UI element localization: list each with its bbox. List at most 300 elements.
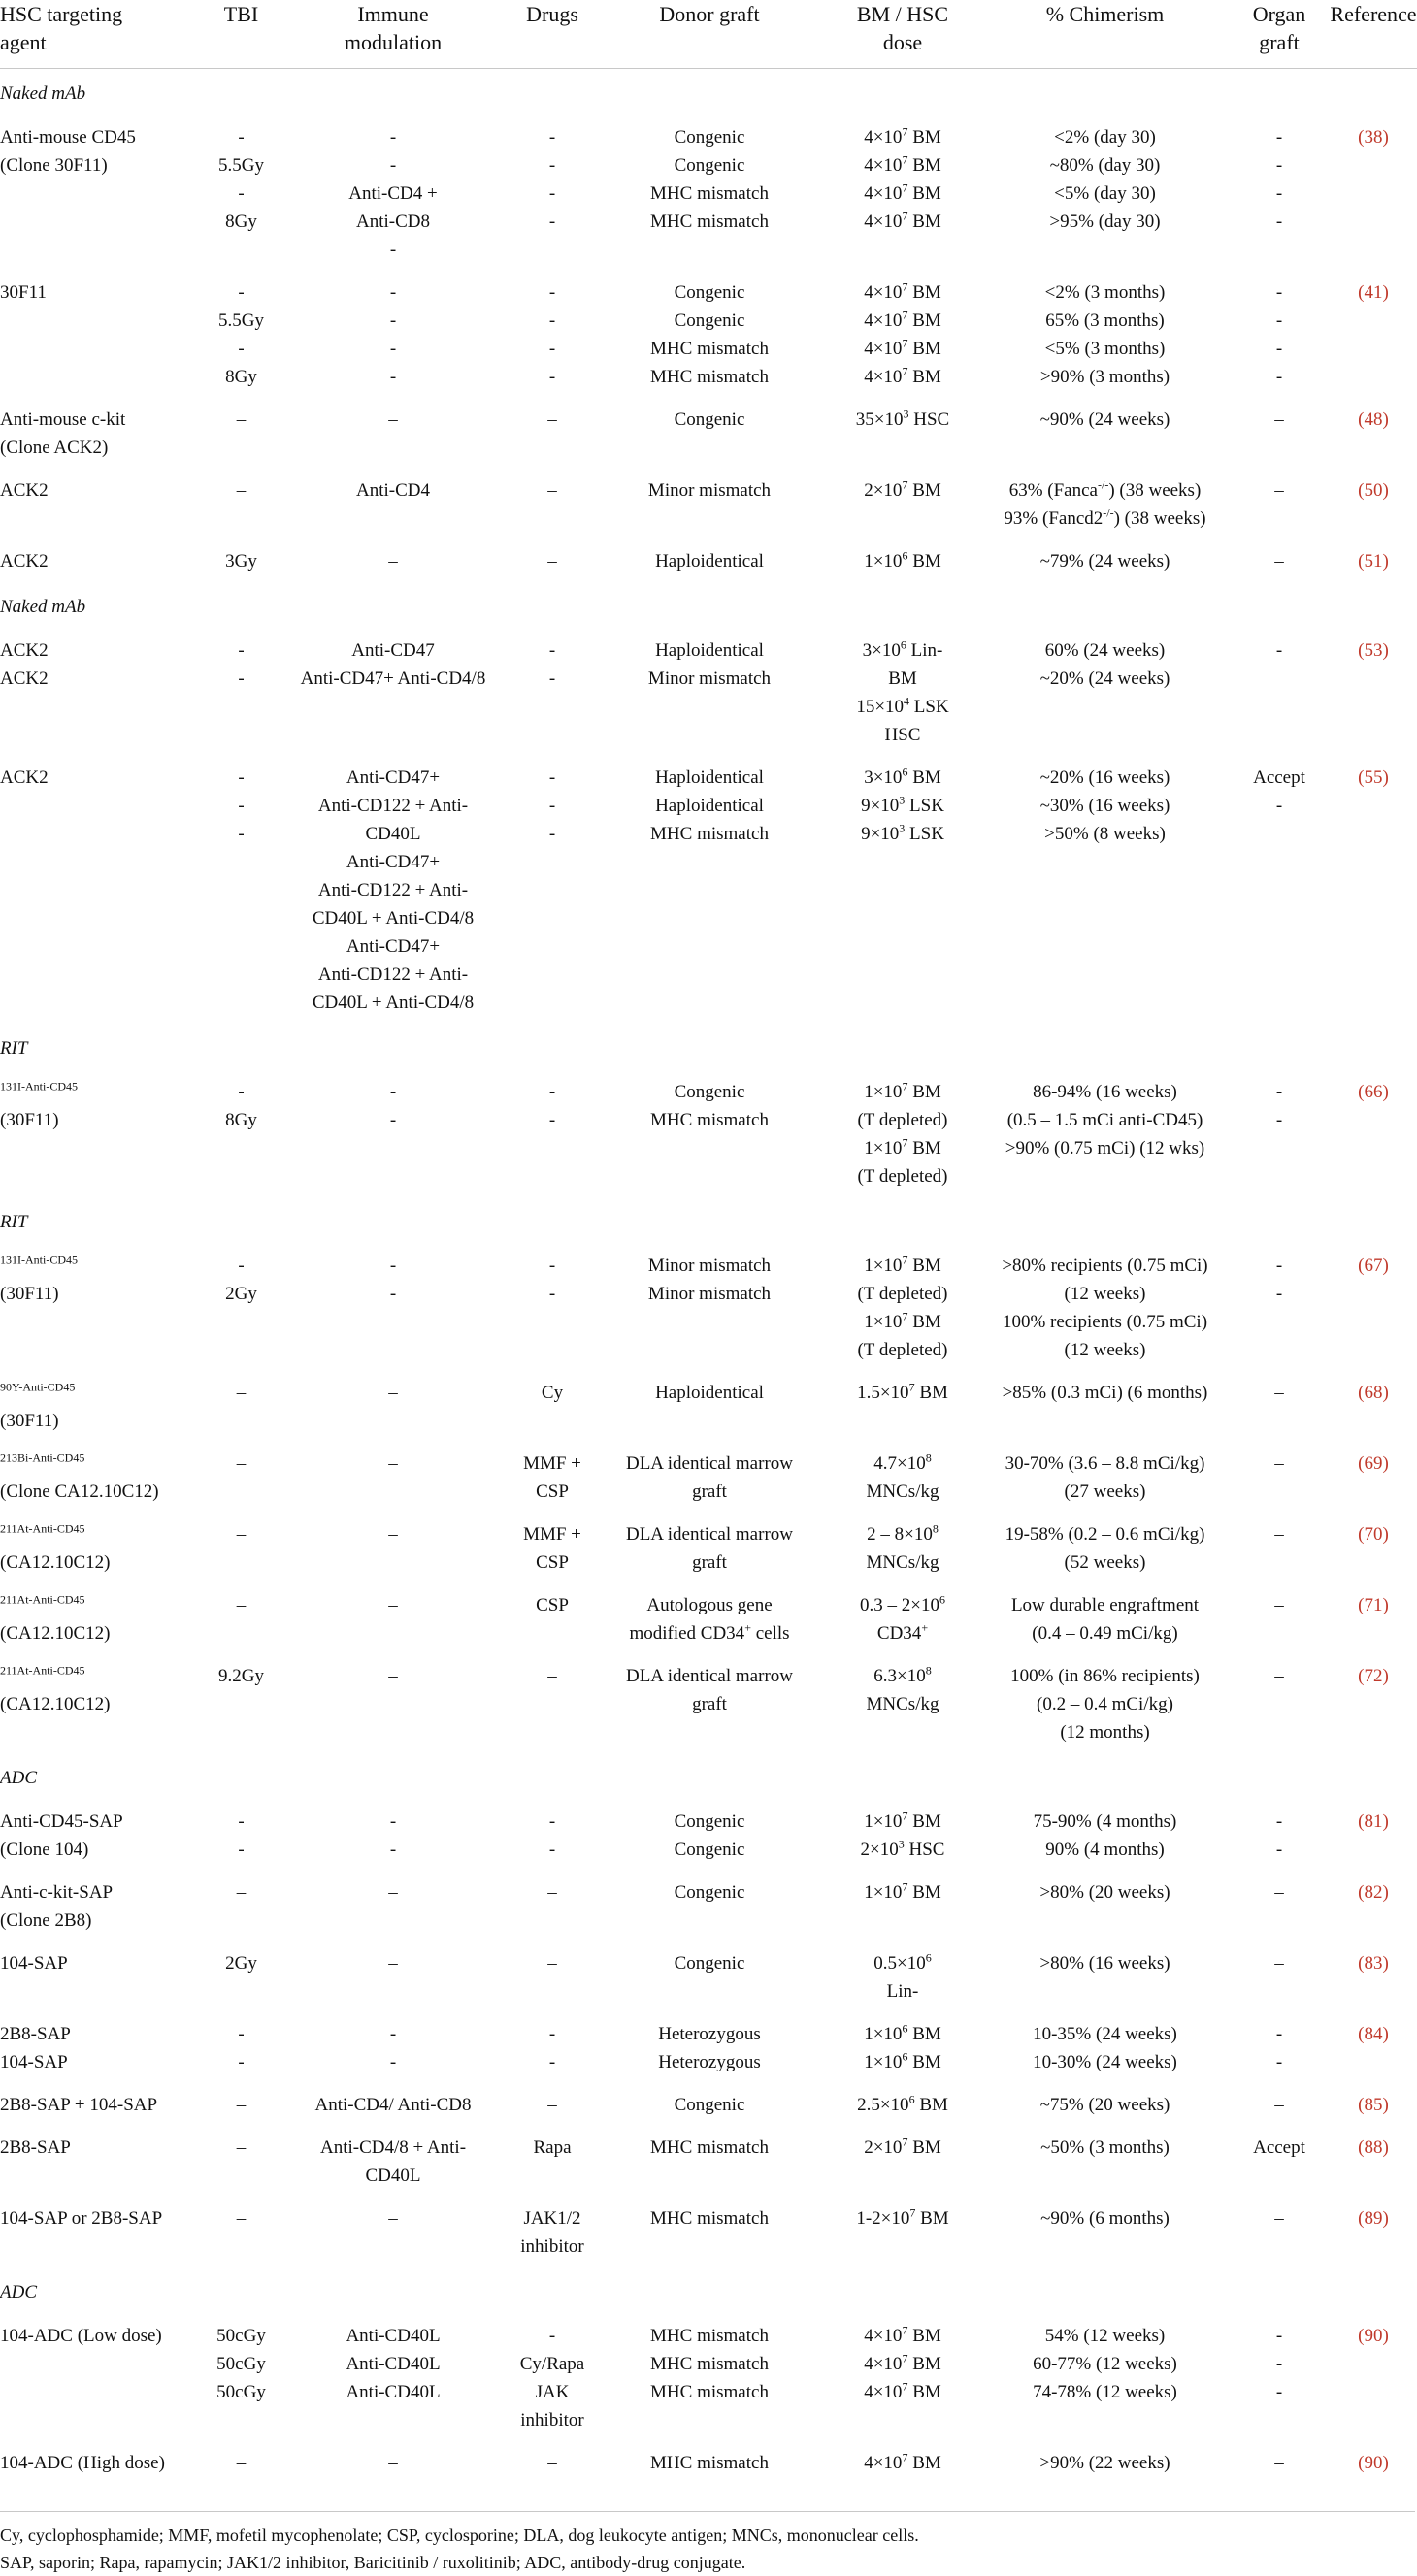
table-row	[0, 629, 1417, 756]
cell-line: Congenic	[674, 1840, 745, 1860]
cell-line: $9\times 10^3$ LSK	[861, 821, 944, 844]
cell-line: <5% (day 30)	[1054, 183, 1156, 204]
cell-line: ~80% (day 30)	[1049, 155, 1161, 176]
table-row	[0, 1513, 1417, 1583]
cell-line: -	[548, 796, 556, 816]
cell-line: -	[548, 640, 556, 661]
cell-agent	[0, 539, 206, 582]
cell-line: Congenic	[674, 1953, 745, 1973]
cell-line: Anti-CD40L	[346, 2326, 441, 2346]
cell-line: inhibitor	[520, 2236, 584, 2257]
cell-line: -	[238, 824, 245, 844]
cell-line: -	[389, 2052, 397, 2072]
cell-line: -	[548, 1255, 556, 1276]
cell-tbi	[206, 1941, 277, 2012]
cell-line: MHC mismatch	[650, 2354, 769, 2374]
cell-immune	[277, 1800, 510, 1871]
cell-line: ~30% (16 weeks)	[1039, 796, 1170, 816]
cell-line: -	[548, 767, 556, 788]
cell-immune	[277, 1513, 510, 1583]
cell-line: $1\times 10^6$ BM	[864, 2021, 941, 2044]
cell-immune	[277, 115, 510, 271]
cell-line: -	[238, 2052, 245, 2072]
cell-agent	[0, 469, 206, 539]
cell-dose	[824, 1244, 981, 1371]
cell-line: Anti-CD4/8 + Anti-	[319, 2137, 467, 2158]
cell-line: (51)	[1358, 551, 1389, 571]
cell-line: -	[1275, 127, 1283, 147]
cell-line: –	[236, 2137, 247, 2158]
cell-line: >80% recipients (0.75 mCi)	[1002, 1255, 1208, 1276]
cell-line: $1\times 10^7$ BM	[864, 1309, 941, 1332]
header-cell-dose: BM / HSC dose	[824, 0, 981, 69]
cell-line: $4\times 10^7$ BM	[864, 308, 941, 331]
cell-line: $2.5\times 10^6$ BM	[857, 2092, 948, 2115]
cell-chimerism	[981, 1654, 1229, 1753]
table-row	[0, 271, 1417, 398]
cell-drugs	[510, 1583, 595, 1654]
section-label: RIT	[0, 1038, 28, 1059]
cell-line: Haploidentical	[655, 640, 764, 661]
header-cell-organ: Organ graft	[1229, 0, 1330, 69]
cell-line: DLA identical marrow	[625, 1666, 793, 1686]
cell-agent	[0, 2126, 206, 2197]
cell-immune	[277, 539, 510, 582]
cell-line: (CA12.10C12)	[0, 1694, 111, 1714]
cell-line: $4\times 10^7$ BM	[864, 2379, 941, 2402]
cell-line: >90% (22 weeks)	[1039, 2453, 1170, 2473]
cell-line: –	[547, 1953, 557, 1973]
cell-dose	[824, 115, 981, 271]
cell-organ	[1229, 1800, 1330, 1871]
cell-line: (30F11)	[0, 1284, 59, 1304]
cell-line: (50)	[1358, 480, 1389, 501]
cell-drugs	[510, 756, 595, 1024]
cell-drugs	[510, 1070, 595, 1197]
cell-line: (55)	[1358, 767, 1389, 788]
cell-line: Anti-mouse c-kit	[0, 409, 126, 430]
cell-drugs	[510, 1513, 595, 1583]
cell-line: -	[1275, 1082, 1283, 1102]
cell-line: MHC mismatch	[650, 2137, 769, 2158]
cell-agent	[0, 1583, 206, 1654]
cell-line: MNCs/kg	[866, 1552, 939, 1573]
cell-donor	[595, 539, 824, 582]
cell-reference	[1330, 2441, 1417, 2484]
cell-donor	[595, 271, 824, 398]
cell-line: 104-SAP or 2B8-SAP	[0, 2208, 163, 2229]
cell-line: -	[389, 1284, 397, 1304]
cell-line: $2\times 10^3$ HSC	[860, 1837, 945, 1860]
cell-immune	[277, 2126, 510, 2197]
cell-line: (CA12.10C12)	[0, 1552, 111, 1573]
cell-line: Anti-CD47+	[346, 767, 441, 788]
cell-reference	[1330, 2126, 1417, 2197]
cell-agent	[0, 1070, 206, 1197]
cell-drugs	[510, 2197, 595, 2267]
cell-immune	[277, 1070, 510, 1197]
cell-line: –	[388, 1953, 398, 1973]
cell-agent	[0, 1800, 206, 1871]
cell-line: -	[238, 1811, 245, 1832]
table-row	[0, 539, 1417, 582]
cell-line: -	[389, 1840, 397, 1860]
cell-line: (0.5 – 1.5 mCi anti-CD45)	[1006, 1110, 1203, 1130]
cell-agent	[0, 1654, 206, 1753]
cell-line: JAK1/2	[523, 2208, 581, 2229]
cell-line: -	[238, 339, 245, 359]
table-row	[0, 1070, 1417, 1197]
cell-reference	[1330, 2197, 1417, 2267]
cell-dose	[824, 271, 981, 398]
table-row	[0, 1371, 1417, 1442]
cell-line: –	[1274, 2208, 1284, 2229]
cell-line: -	[238, 796, 245, 816]
cell-line: -	[548, 212, 556, 232]
cell-reference	[1330, 1244, 1417, 1371]
cell-line: Haploidentical	[655, 551, 764, 571]
cell-line: (68)	[1358, 1383, 1389, 1403]
cell-line: $2\times 10^7$ BM	[864, 2135, 941, 2158]
cell-line: 75-90% (4 months)	[1033, 1811, 1177, 1832]
cell-line: 211At-Anti-CD45	[0, 1592, 85, 1607]
cell-line: –	[547, 2095, 557, 2115]
cell-line: –	[1274, 1953, 1284, 1973]
cell-dose	[824, 2441, 981, 2484]
table-row	[0, 2083, 1417, 2126]
cell-chimerism	[981, 756, 1229, 1024]
table-row	[0, 398, 1417, 469]
cell-chimerism	[981, 1371, 1229, 1442]
cell-line: (T depleted)	[857, 1340, 948, 1360]
cell-line: graft	[692, 1694, 727, 1714]
cell-dose	[824, 1442, 981, 1513]
cell-line: $1-2\times 10^7$ BM	[856, 2205, 949, 2229]
cell-line: $4\times 10^7$ BM	[864, 2450, 941, 2473]
cell-line: -	[389, 339, 397, 359]
cell-line: ~20% (24 weeks)	[1039, 668, 1170, 689]
cell-line: Congenic	[674, 1082, 745, 1102]
cell-line: Cy	[541, 1383, 564, 1403]
cell-chimerism	[981, 539, 1229, 582]
cell-line: -	[1275, 1840, 1283, 1860]
cell-donor	[595, 1941, 824, 2012]
cell-reference	[1330, 2314, 1417, 2441]
cell-immune	[277, 2314, 510, 2441]
section-header-row	[0, 69, 1417, 116]
section-header-row	[0, 1753, 1417, 1800]
cell-line: 10-30% (24 weeks)	[1033, 2052, 1177, 2072]
cell-tbi	[206, 1583, 277, 1654]
cell-line: (12 weeks)	[1064, 1340, 1146, 1360]
cell-line: graft	[692, 1482, 727, 1502]
cell-chimerism	[981, 398, 1229, 469]
header-cell-tbi: TBI	[206, 0, 277, 69]
header-cell-donor: Donor graft	[595, 0, 824, 69]
cell-line: Anti-mouse CD45	[0, 127, 136, 147]
cell-agent	[0, 1513, 206, 1583]
cell-line: 50cGy	[216, 2382, 266, 2402]
cell-line: -	[389, 1255, 397, 1276]
cell-line: (67)	[1358, 1255, 1389, 1276]
cell-line: -	[548, 1082, 556, 1102]
cell-line: (41)	[1358, 282, 1389, 303]
cell-line: Congenic	[674, 310, 745, 331]
cell-line: (52 weeks)	[1064, 1552, 1146, 1573]
cell-line: 3Gy	[225, 551, 257, 571]
cell-line: ACK2	[0, 551, 49, 571]
cell-line: –	[236, 1882, 247, 1903]
cell-line: CSP	[536, 1595, 569, 1615]
cell-line: -	[548, 127, 556, 147]
table-row	[0, 1654, 1417, 1753]
cell-line: $1\times 10^6$ BM	[864, 548, 941, 571]
cell-agent	[0, 2314, 206, 2441]
cell-chimerism	[981, 1941, 1229, 2012]
cell-drugs	[510, 1800, 595, 1871]
cell-line: –	[236, 1453, 247, 1474]
table-row	[0, 1871, 1417, 1941]
cell-chimerism	[981, 2012, 1229, 2083]
cell-line: (Clone 104)	[0, 1840, 89, 1860]
cell-line: CSP	[536, 1552, 569, 1573]
section-label: ADC	[0, 1768, 37, 1788]
cell-agent	[0, 629, 206, 756]
table-row	[0, 469, 1417, 539]
cell-donor	[595, 2314, 824, 2441]
cell-line: (CA12.10C12)	[0, 1623, 111, 1644]
cell-dose	[824, 1371, 981, 1442]
cell-line: CD40L	[365, 2166, 421, 2186]
header-cell-drugs: Drugs	[510, 0, 595, 69]
cell-line: $0.5\times 10^6$	[873, 1950, 932, 1973]
cell-tbi	[206, 115, 277, 271]
cell-line: ~90% (24 weeks)	[1039, 409, 1170, 430]
cell-line: -	[1275, 2354, 1283, 2374]
cell-line: CD40L + Anti-CD4/8	[312, 908, 475, 929]
cell-chimerism	[981, 629, 1229, 756]
cell-line: MHC mismatch	[650, 1110, 769, 1130]
cell-line: -	[1275, 282, 1283, 303]
cell-line: ~50% (3 months)	[1040, 2137, 1170, 2158]
cell-line: -	[548, 282, 556, 303]
cell-line: DLA identical marrow	[625, 1524, 793, 1545]
cell-line: –	[388, 1595, 398, 1615]
cell-drugs	[510, 2441, 595, 2484]
cell-line: Anti-CD47+	[346, 936, 441, 957]
cell-line: –	[547, 409, 557, 430]
cell-line: (Clone 2B8)	[0, 1910, 92, 1931]
cell-chimerism	[981, 469, 1229, 539]
cell-line: 93% (Fancd2-/-) (38 weeks)	[1004, 505, 1206, 529]
table-header-row	[0, 0, 1417, 69]
cell-organ	[1229, 2012, 1330, 2083]
cell-line: 65% (3 months)	[1045, 310, 1165, 331]
cell-line: MNCs/kg	[866, 1694, 939, 1714]
cell-line: -	[238, 767, 245, 788]
cell-line: $4\times 10^7$ BM	[864, 336, 941, 359]
cell-line: 90% (4 months)	[1045, 1840, 1165, 1860]
cell-line: modified CD34+ cells	[629, 1620, 790, 1644]
cell-line: (30F11)	[0, 1110, 59, 1130]
cell-line: 2Gy	[225, 1953, 257, 1973]
cell-line: $4\times 10^7$ BM	[864, 152, 941, 176]
cell-line: Anti-CD4 +	[348, 183, 438, 204]
cell-reference	[1330, 1513, 1417, 1583]
cell-line: -	[1275, 1284, 1283, 1304]
cell-line: 60% (24 weeks)	[1044, 640, 1166, 661]
cell-reference	[1330, 1654, 1417, 1753]
cell-line: 2B8-SAP	[0, 2024, 71, 2044]
cell-line: JAK	[535, 2382, 570, 2402]
cell-agent	[0, 115, 206, 271]
cell-line: ~90% (6 months)	[1040, 2208, 1170, 2229]
cell-organ	[1229, 1442, 1330, 1513]
cell-line: -	[1275, 640, 1283, 661]
cell-line: (90)	[1358, 2453, 1389, 2473]
cell-line: -	[389, 282, 397, 303]
cell-dose	[824, 1941, 981, 2012]
cell-reference	[1330, 1070, 1417, 1197]
cell-line: MHC mismatch	[650, 212, 769, 232]
cell-line: Anti-CD122 + Anti-	[317, 796, 469, 816]
cell-line: -	[1275, 310, 1283, 331]
cell-dose	[824, 1871, 981, 1941]
cell-immune	[277, 469, 510, 539]
cell-chimerism	[981, 1442, 1229, 1513]
cell-reference	[1330, 1442, 1417, 1513]
cell-line: Congenic	[674, 409, 745, 430]
cell-agent	[0, 1244, 206, 1371]
cell-line: 8Gy	[225, 212, 257, 232]
cell-organ	[1229, 1244, 1330, 1371]
cell-immune	[277, 2083, 510, 2126]
cell-line: Congenic	[674, 127, 745, 147]
cell-organ	[1229, 115, 1330, 271]
cell-line: Anti-CD47	[351, 640, 435, 661]
cell-line: >90% (0.75 mCi) (12 wks)	[1005, 1138, 1205, 1158]
table-row	[0, 1800, 1417, 1871]
cell-tbi	[206, 1654, 277, 1753]
cell-line: Anti-CD40L	[346, 2382, 441, 2402]
cell-line: -	[1275, 1110, 1283, 1130]
cell-line: Accept	[1253, 2137, 1305, 2158]
cell-line: –	[388, 1882, 398, 1903]
cell-line: (82)	[1358, 1882, 1389, 1903]
cell-line: -	[389, 1811, 397, 1832]
cell-chimerism	[981, 1871, 1229, 1941]
cell-immune	[277, 629, 510, 756]
cell-immune	[277, 756, 510, 1024]
cell-line: (30F11)	[0, 1411, 59, 1431]
cell-donor	[595, 1654, 824, 1753]
cell-reference	[1330, 1941, 1417, 2012]
cell-line: 50cGy	[216, 2354, 266, 2374]
cell-line: $1\times 10^7$ BM	[864, 1253, 941, 1276]
cell-line: <5% (3 months)	[1044, 339, 1166, 359]
cell-line: graft	[692, 1552, 727, 1573]
cell-drugs	[510, 1442, 595, 1513]
cell-line: $2\times 10^7$ BM	[864, 477, 941, 501]
cell-organ	[1229, 2197, 1330, 2267]
cell-tbi	[206, 1244, 277, 1371]
cell-line: $4\times 10^7$ BM	[864, 279, 941, 303]
cell-line: HSC	[884, 725, 921, 745]
cell-line: Accept	[1253, 767, 1305, 788]
cell-line: –	[388, 2453, 398, 2473]
cell-line: -	[389, 2024, 397, 2044]
cell-line: $0.3 - 2\times 10^6$	[860, 1592, 945, 1615]
cell-immune	[277, 2197, 510, 2267]
cell-donor	[595, 2012, 824, 2083]
cell-line: -	[389, 127, 397, 147]
cell-organ	[1229, 2314, 1330, 2441]
cell-line: (Clone ACK2)	[0, 438, 109, 458]
table-row	[0, 2012, 1417, 2083]
table-row	[0, 115, 1417, 271]
cell-line: MNCs/kg	[866, 1482, 939, 1502]
cell-line: Autologous gene	[646, 1595, 773, 1615]
cell-line: -	[548, 339, 556, 359]
cell-line: $1\times 10^7$ BM	[864, 1079, 941, 1102]
cell-chimerism	[981, 2314, 1229, 2441]
cell-drugs	[510, 2012, 595, 2083]
cell-line: Minor mismatch	[647, 480, 772, 501]
cell-line: -	[548, 2024, 556, 2044]
cell-dose	[824, 1654, 981, 1753]
cell-line: $9\times 10^3$ LSK	[861, 793, 944, 816]
cell-chimerism	[981, 2441, 1229, 2484]
cell-tbi	[206, 271, 277, 398]
cell-line: (70)	[1358, 1524, 1389, 1545]
cell-line: Minor mismatch	[647, 1255, 772, 1276]
cell-line: Congenic	[674, 1811, 745, 1832]
cell-immune	[277, 1654, 510, 1753]
cell-line: ACK2	[0, 480, 49, 501]
cell-tbi	[206, 1800, 277, 1871]
cell-line: (89)	[1358, 2208, 1389, 2229]
cell-line: 100% recipients (0.75 mCi)	[1002, 1312, 1208, 1332]
cell-line: (72)	[1358, 1666, 1389, 1686]
cell-agent	[0, 2083, 206, 2126]
cell-organ	[1229, 1654, 1330, 1753]
cell-organ	[1229, 1513, 1330, 1583]
cell-dose	[824, 756, 981, 1024]
table-row	[0, 2314, 1417, 2441]
cell-reference	[1330, 271, 1417, 398]
cell-line: 104-SAP	[0, 1953, 68, 1973]
cell-line: –	[236, 2095, 247, 2115]
cell-line: –	[1274, 409, 1284, 430]
cell-line: CD40L + Anti-CD4/8	[312, 993, 475, 1013]
cell-line: –	[1274, 1453, 1284, 1474]
cell-line: 104-ADC (High dose)	[0, 2453, 165, 2473]
section-header-row	[0, 1024, 1417, 1070]
cell-drugs	[510, 1371, 595, 1442]
cell-line: -	[548, 668, 556, 689]
cell-drugs	[510, 469, 595, 539]
cell-dose	[824, 1070, 981, 1197]
cell-organ	[1229, 271, 1330, 398]
cell-line: $4.7\times 10^8$	[873, 1451, 932, 1474]
cell-line: –	[547, 1666, 557, 1686]
cell-line: Anti-c-kit-SAP	[0, 1882, 114, 1903]
cell-line: (48)	[1358, 409, 1389, 430]
cell-line: 10-35% (24 weeks)	[1033, 2024, 1177, 2044]
cell-chimerism	[981, 1800, 1229, 1871]
cell-organ	[1229, 756, 1330, 1024]
section-header-row	[0, 2267, 1417, 2314]
